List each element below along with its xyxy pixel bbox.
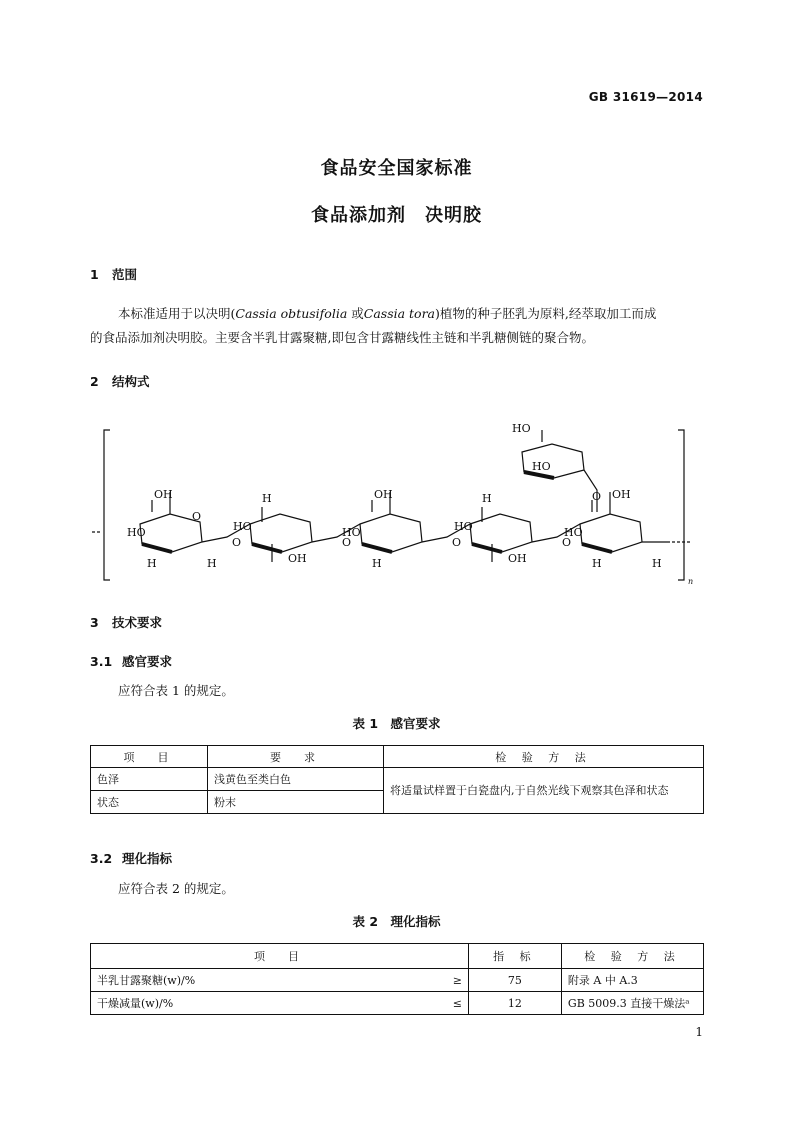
scope-paragraph: 本标准适用于以决明(Cassia obtusifolia 或Cassia tora)植物的种子胚乳为原料,经萃取加工而成 的食品添加剂决明胶。主要含半乳甘露聚糖,即包含甘露糖线性主链和半乳糖侧链的聚合物。 — [90, 306, 657, 345]
table-row: 色泽 浅黄色至类白色 将适量试样置于白瓷盘内,于自然光线下观察其色泽和状态 — [91, 768, 704, 791]
section-heading-physchem: 3.2 理化指标 — [90, 851, 173, 866]
svg-text:HO: HO — [127, 526, 146, 539]
table2-header: 指 标 — [468, 944, 561, 969]
sensory-table — [90, 745, 704, 814]
svg-text:O: O — [452, 536, 462, 549]
svg-text:HO: HO — [512, 422, 531, 435]
svg-text:n: n — [688, 577, 694, 586]
svg-text:OH: OH — [508, 552, 527, 565]
svg-text:H: H — [372, 557, 382, 570]
svg-text:HO: HO — [564, 526, 583, 539]
svg-text:O: O — [592, 490, 602, 503]
svg-text:O: O — [562, 536, 572, 549]
svg-text:H: H — [147, 557, 157, 570]
svg-text:OH: OH — [288, 552, 307, 565]
standard-code: GB 31619—2014 — [588, 90, 703, 104]
section-heading-scope: 1 范围 — [90, 267, 138, 282]
svg-text:HO: HO — [233, 520, 252, 533]
table1-header: 检 验 方 法 — [384, 746, 704, 768]
physchem-text: 应符合表 2 的规定。 — [118, 881, 234, 896]
physchem-table — [90, 943, 704, 1015]
svg-text:HO: HO — [342, 526, 361, 539]
svg-text:H: H — [652, 557, 662, 570]
svg-text:O: O — [232, 536, 242, 549]
table-row: 干燥减量(w)/% ≤ 12 GB 5009.3 直接干燥法ᵃ — [91, 992, 704, 1015]
table1-caption: 表 1 感官要求 — [352, 716, 441, 731]
svg-text:H: H — [482, 492, 492, 505]
svg-text:OH: OH — [612, 488, 631, 501]
section-heading-sensory: 3.1 感官要求 — [90, 654, 173, 669]
table2-caption: 表 2 理化指标 — [352, 914, 441, 929]
section-heading-structure: 2 结构式 — [90, 374, 150, 389]
svg-text:O: O — [192, 510, 202, 523]
svg-text:OH: OH — [154, 488, 173, 501]
svg-text:H: H — [262, 492, 272, 505]
svg-text:O: O — [342, 536, 352, 549]
document-subtitle: 食品添加剂 决明胶 — [311, 205, 482, 226]
table1-header: 项 目 — [91, 746, 208, 768]
svg-text:OH: OH — [374, 488, 393, 501]
page-number: 1 — [695, 1025, 703, 1039]
table-row: 半乳甘露聚糖(w)/% ≥ 75 附录 A 中 A.3 — [91, 969, 704, 992]
svg-text:HO: HO — [532, 460, 551, 473]
table2-header: 检 验 方 法 — [561, 944, 703, 969]
document-title: 食品安全国家标准 — [320, 158, 473, 179]
table2-header: 项 目 — [91, 944, 469, 969]
table-row: 状态 粉末 — [91, 791, 704, 814]
svg-text:H: H — [592, 557, 602, 570]
section-heading-tech: 3 技术要求 — [90, 615, 163, 630]
table1-header: 要 求 — [208, 746, 384, 768]
svg-text:HO: HO — [454, 520, 473, 533]
structural-formula — [92, 412, 704, 592]
sensory-text: 应符合表 1 的规定。 — [118, 683, 234, 698]
svg-text:H: H — [207, 557, 217, 570]
